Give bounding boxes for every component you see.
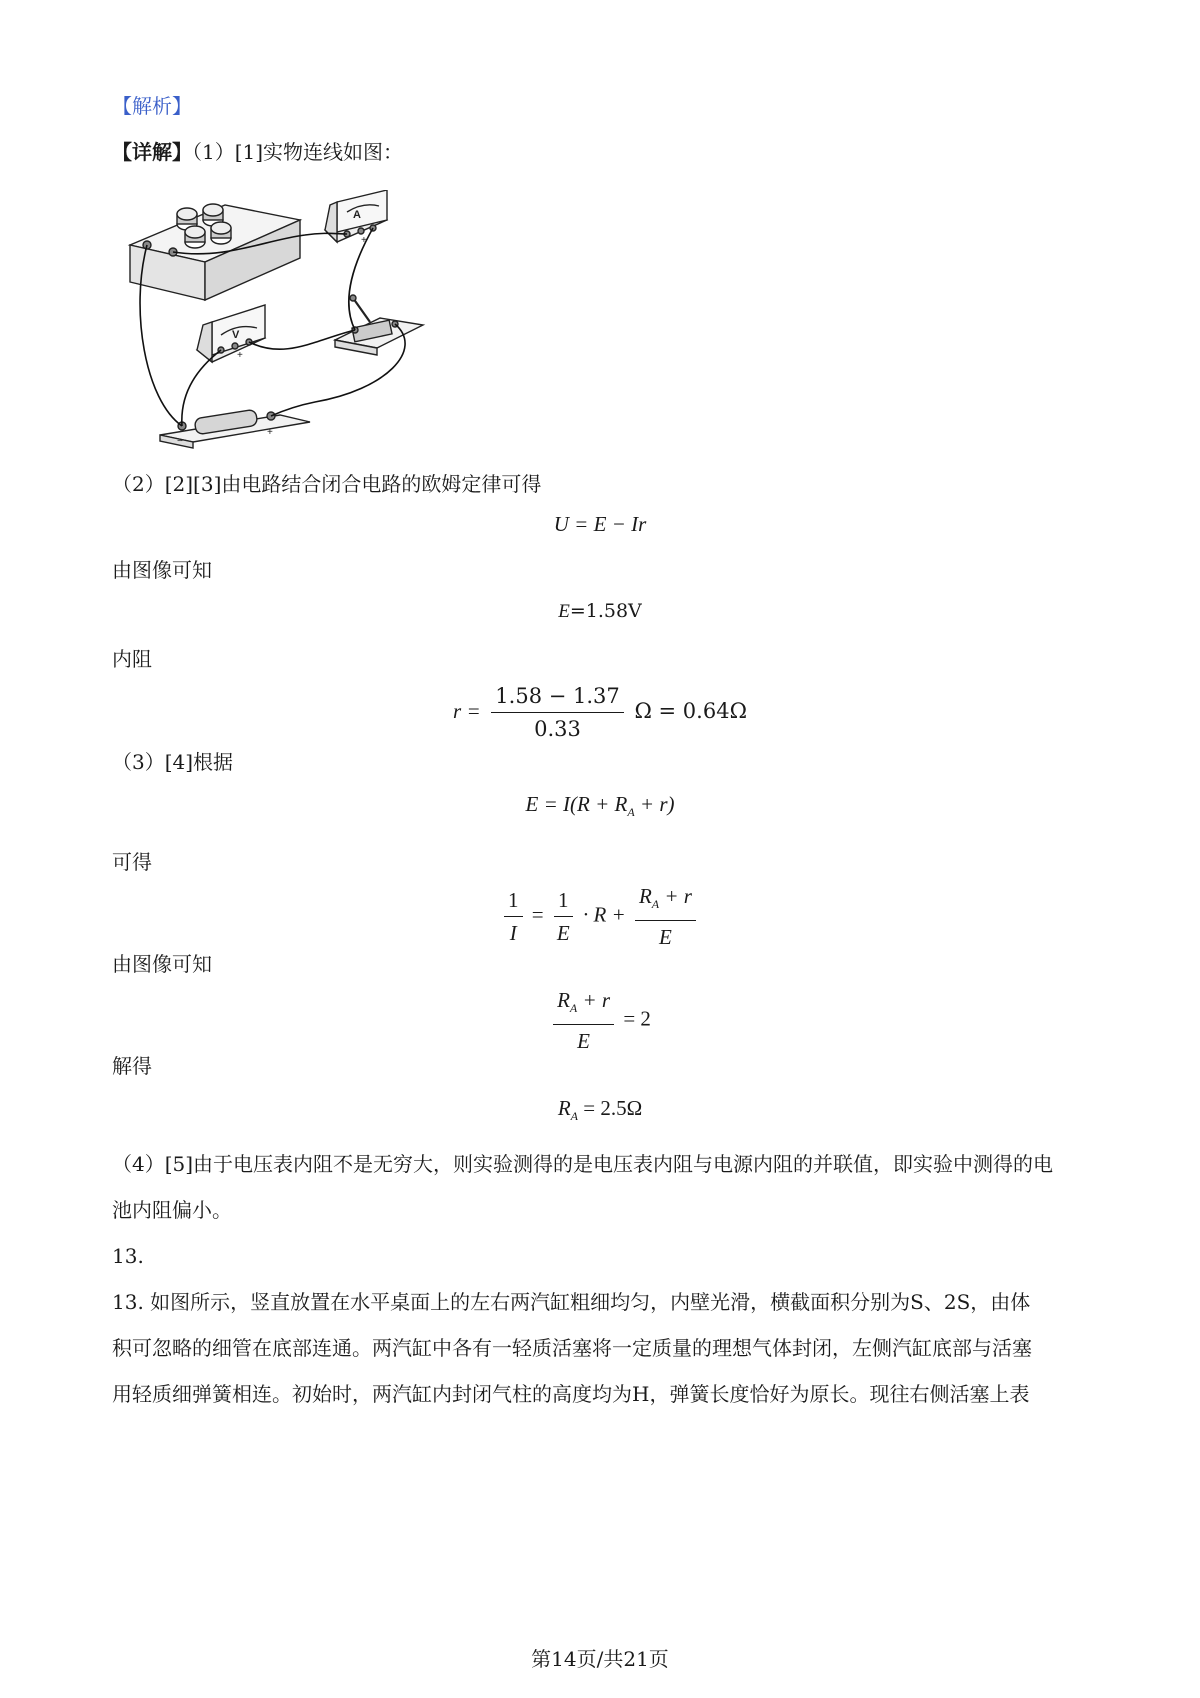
detail-line — [112, 138, 403, 166]
voltmeter-label: V — [232, 329, 240, 341]
eq2-var: E — [558, 601, 570, 622]
part3-text5: 可得 — [112, 850, 152, 874]
part4-line2: 池内阻偏小。 — [112, 1198, 232, 1222]
eq5-frac1 — [504, 886, 523, 947]
eq5-mid: · R + — [582, 902, 626, 927]
eq5-frac2 — [553, 886, 574, 947]
voltmeter-plus-label: + — [237, 350, 243, 361]
equation-3 — [0, 682, 1200, 743]
ammeter-label: A — [353, 209, 361, 221]
eq4-tail: + r) — [634, 792, 675, 816]
eq6-num-sub: A — [569, 1001, 578, 1016]
q13-number: 13. — [112, 1244, 144, 1268]
eq5-frac3 — [635, 882, 696, 951]
part3-intro: （3）[4]根据 — [112, 750, 234, 774]
q13-line3: 用轻质细弹簧相连。初始时，两汽缸内封闭气柱的高度均为H，弹簧长度恰好为原长。现往右侧活塞上表 — [112, 1382, 1030, 1406]
eq5-n3: R — [638, 884, 652, 908]
eq7-lhs: R — [557, 1096, 571, 1120]
eq7-sub: A — [570, 1109, 578, 1124]
part2-text2: 由图像可知 — [112, 558, 212, 582]
eq4-main: E = I(R + R — [525, 792, 628, 816]
eq3-lhs: r = — [453, 699, 481, 723]
eq7-rhs: = 2.5Ω — [577, 1096, 643, 1120]
eq6-num-tail: + r — [577, 988, 611, 1012]
q13-line1: 13. 如图所示，竖直放置在水平桌面上的左右两汽缸粗细均匀，内壁光滑，横截面积分别为S、2S，由体 — [112, 1290, 1031, 1314]
part2-intro: （2）[2][3]由电路结合闭合电路的欧姆定律可得 — [112, 472, 542, 496]
equation-2 — [0, 600, 1200, 623]
battery-minus-label: − — [177, 436, 183, 447]
eq5-n3-tail: + r — [659, 884, 692, 908]
eq6-rhs: = 2 — [623, 1006, 651, 1031]
eq5-n1: 1 — [504, 886, 523, 917]
equation-1: U = E − Ir — [553, 512, 647, 536]
equation-7 — [0, 1096, 1200, 1124]
eq5-eq: = — [531, 902, 544, 927]
part4-line1: （4）[5]由于电压表内阻不是无穷大，则实验测得的是电压表内阻与电源内阻的并联值，即实验中测得的电 — [112, 1152, 1054, 1176]
eq5-n3-sub: A — [651, 897, 660, 912]
circuit-figure — [125, 190, 435, 450]
eq4-sub: A — [627, 805, 635, 820]
eq5-d1: I — [509, 921, 517, 946]
eq5-d2: E — [556, 921, 570, 946]
eq6-num: R — [557, 988, 570, 1012]
battery-plus-label: + — [267, 427, 273, 438]
eq3-numerator: 1.58 − 1.37 — [491, 682, 623, 713]
q13-line2: 积可忽略的细管在底部连通。两汽缸中各有一轻质活塞将一定质量的理想气体封闭，左侧汽缸底部与活塞 — [112, 1336, 1032, 1360]
part3-text7: 解得 — [112, 1054, 152, 1078]
equation-4 — [0, 792, 1200, 820]
eq5-n2: 1 — [554, 886, 573, 917]
equation-5 — [0, 882, 1200, 951]
eq2-val: =1.58V — [569, 600, 642, 622]
eq3-rhs: Ω = 0.64Ω — [634, 699, 747, 723]
eq6-fraction — [553, 986, 614, 1055]
analysis-tag: 【解析】 — [112, 94, 192, 118]
eq3-denominator: 0.33 — [534, 717, 581, 741]
eq5-d3: E — [659, 925, 672, 950]
ammeter-plus-label: + — [361, 235, 367, 246]
resistance-box — [130, 204, 300, 300]
voltmeter — [197, 305, 265, 362]
page-footer: 第14页/共21页 — [531, 1647, 669, 1671]
part2-text3: 内阻 — [112, 647, 152, 671]
detail-text: （1）[1]实物连线如图： — [192, 140, 404, 164]
part3-text6: 由图像可知 — [112, 952, 212, 976]
eq6-den: E — [577, 1029, 590, 1054]
equation-6 — [0, 986, 1200, 1055]
detail-label: 【详解】 — [112, 140, 192, 164]
eq3-fraction — [491, 682, 623, 743]
